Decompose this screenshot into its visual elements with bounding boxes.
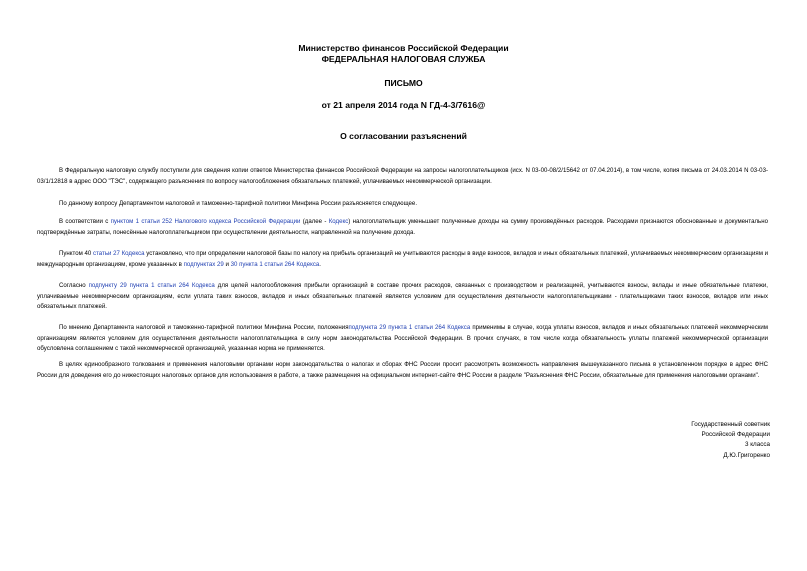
paragraph-5-text-2: для целей налогообложения прибыли организаций в составе прочих расходов, связанных с производством и реализацией, учитываются взносы, вклады и иные обязательные платежи, уплачиваемые некоммерческим организациям, если уплата таких взносов, вкладов и иных обязательных платежей является условием для осуществления деятельности налогоплательщиками - плательщиками таких взносов, вкладов или иных обязательных платежей. (37, 282, 768, 310)
link-code[interactable]: Кодекс (328, 218, 349, 226)
paragraph-5 (37, 281, 768, 312)
document-subject: О согласовании разъяснений (340, 131, 467, 141)
paragraph-4 (37, 249, 768, 270)
link-subparagraph-29-article-264-b[interactable]: подпункта 29 пункта 1 статьи 264 Кодекса (348, 324, 471, 332)
paragraph-7: В целях единообразного толкования и применения налоговыми органами норм законодательства о налогах и сборах ФНС России просит рассмотреть возможность направления вышеуказанного письма в установленном порядке в адрес ФНС России для доведения его до нижестоящих налоговых органов для использования в работе, а также размещения на официальном интернет-сайте ФНС России в разделе "Разъяснения ФНС России, обязательные для применения налоговыми органами". (37, 361, 768, 379)
paragraph-4-text-3: и (223, 260, 231, 268)
signature-block (691, 420, 770, 461)
paragraph-3 (37, 217, 768, 238)
paragraph-3-text-3: ) налогоплательщик уменьшает полученные доходы на сумму произведённых расходов. Расходами признаются обоснованные и документально подтверждённые затраты, понесённые налогоплательщиком при осуществлении деятельности, направленной на получение дохода. (37, 218, 768, 236)
link-subparagraph-30[interactable]: 30 пункта 1 статьи 264 Кодекса (230, 260, 320, 268)
signature-class: 3 класса (744, 441, 770, 449)
paragraph-6-text-2: применимы в случае, когда уплаты взносов, вкладов и иных обязательных платежей некоммерческим организациям является условием для осуществления деятельности налогоплательщика в силу норм законодательства Российской Федерации. В прочих случаях, в том числе когда обязательность уплаты платежей некоммерческой организации обусловлена соглашением с такой некоммерческой организацией, указанная норма не применяется. (37, 324, 768, 352)
paragraph-1: В Федеральную налоговую службу поступили для сведения копии ответов Министерства финансов Российской Федерации на запросы налогоплательщиков (исх. N 03-00-08/2/15642 от 07.04.2014), в том числе, копия письма от 24.03.2014 N 03-03-03/1/12818 в адрес ООО "ТЭС", содержащего разъяснения по вопросу налогообложения обязательных платежей, уплачиваемых некоммерческой организации. (37, 167, 768, 185)
paragraph-6 (37, 323, 768, 354)
signature-country: Российской Федерации (701, 431, 770, 439)
service-title: ФЕДЕРАЛЬНАЯ НАЛОГОВАЯ СЛУЖБА (321, 54, 486, 64)
signature-name: Д.Ю.Григоренко (723, 451, 770, 459)
paragraph-6-text-1: По мнению Департамента налоговой и таможенно-тарифной политики Минфина России, положения (59, 324, 349, 332)
document-type: ПИСЬМО (384, 78, 423, 88)
link-article-252[interactable]: пунктом 1 статьи 252 Налогового кодекса Российской Федерации (110, 218, 301, 226)
paragraph-4-text-2: установлено, что при определении налоговой базы по налогу на прибыль организаций не учитываются расходы в виде взносов, вкладов и иных обязательных платежей, уплачиваемых некоммерческим организациям и международным организациям, кроме указанных в (37, 250, 768, 268)
link-subparagraph-29[interactable]: подпунктах 29 (183, 260, 224, 268)
paragraph-2: По данному вопросу Департаментом налоговой и таможенно-тарифной политики Минфина России разъясняется следующее. (59, 200, 418, 208)
paragraph-3-text-2: (далее - (300, 218, 329, 226)
link-article-27[interactable]: статьи 27 Кодекса (93, 250, 145, 258)
ministry-title: Министерство финансов Российской Федерации (298, 43, 509, 53)
paragraph-5-text-1: Согласно (59, 282, 89, 290)
signature-title: Государственный советник (691, 421, 770, 428)
paragraph-3-text-1: В соответствии с (59, 218, 111, 226)
paragraph-4-text-4: . (319, 260, 321, 268)
link-subparagraph-29-article-264[interactable]: подпункту 29 пункта 1 статьи 264 Кодекса (88, 282, 215, 290)
paragraph-4-text-1: Пунктом 40 (59, 250, 94, 258)
document-date-number: от 21 апреля 2014 года N ГД-4-3/7616@ (321, 100, 486, 110)
